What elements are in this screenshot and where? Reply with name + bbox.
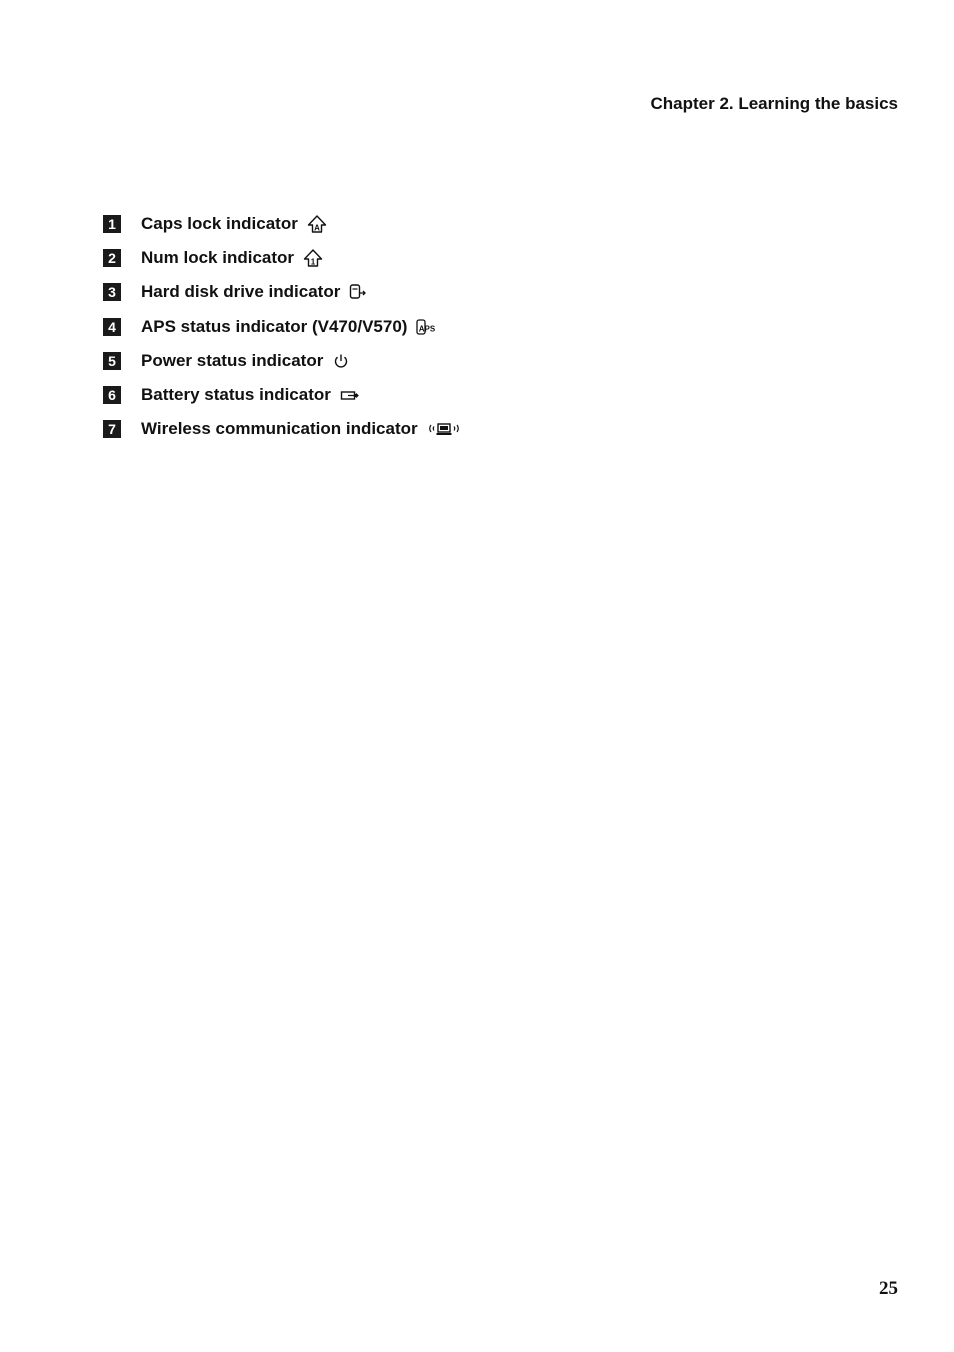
battery-icon	[340, 386, 360, 404]
list-item	[103, 412, 461, 446]
svg-text:APS: APS	[419, 324, 436, 334]
power-icon	[332, 352, 350, 370]
callout-number: 6	[103, 386, 121, 404]
wireless-icon	[427, 420, 461, 438]
indicator-label: Wireless communication indicator	[141, 419, 418, 439]
aps-icon	[416, 318, 438, 336]
callout-number: 4	[103, 318, 121, 336]
list-item	[103, 344, 461, 378]
caps-lock-icon	[307, 215, 327, 233]
callout-number: 7	[103, 420, 121, 438]
callout-number: 1	[103, 215, 121, 233]
indicator-label: Caps lock indicator	[141, 214, 298, 234]
page-number: 25	[879, 1278, 898, 1299]
chapter-header: Chapter 2. Learning the basics	[650, 94, 898, 113]
indicator-list	[103, 207, 461, 446]
list-item	[103, 241, 461, 275]
callout-number: 5	[103, 352, 121, 370]
indicator-label: Battery status indicator	[141, 385, 331, 405]
list-item	[103, 310, 461, 344]
list-item	[103, 275, 461, 309]
indicator-label: Hard disk drive indicator	[141, 282, 341, 302]
callout-number: 2	[103, 249, 121, 267]
callout-number: 3	[103, 283, 121, 301]
indicator-label: APS status indicator (V470/V570)	[141, 316, 408, 336]
hard-disk-icon	[349, 283, 367, 301]
num-lock-icon	[303, 249, 323, 267]
indicator-label: Power status indicator	[141, 350, 324, 370]
svg-text:A: A	[313, 223, 320, 233]
svg-text:1: 1	[310, 257, 316, 267]
list-item	[103, 207, 461, 241]
indicator-label: Num lock indicator	[141, 248, 295, 268]
list-item	[103, 378, 461, 412]
